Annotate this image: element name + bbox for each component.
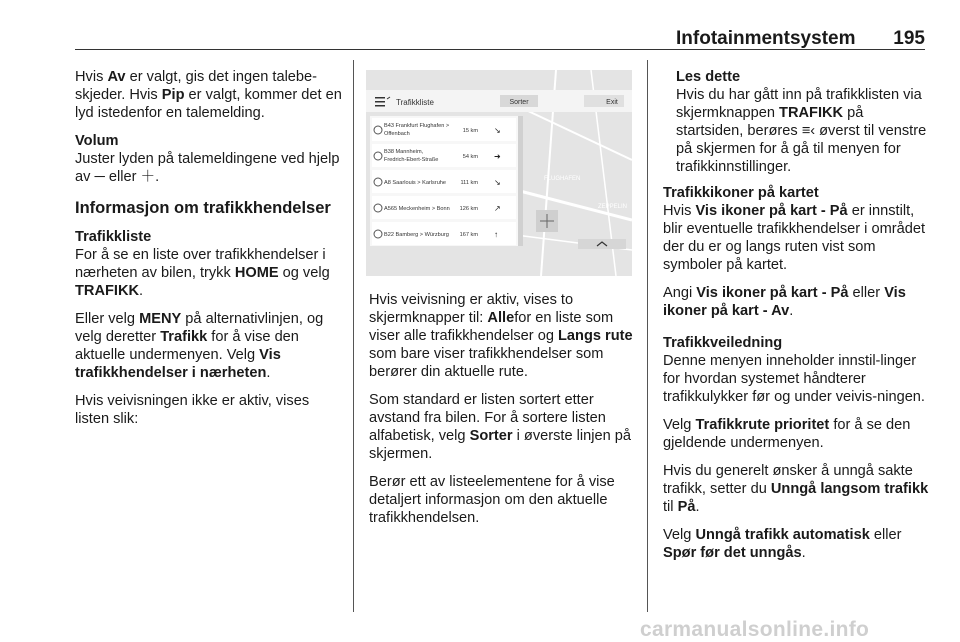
direction-arrow-icon: ➜: [494, 152, 501, 161]
angi-paragraph: Angi Vis ikoner på kart - På eller Vis ikoner på kart - Av.: [663, 285, 906, 319]
chapter-title: Infotainmentsystem: [676, 28, 856, 49]
traffic-item[interactable]: [372, 170, 516, 193]
berør-paragraph: Berør ett av listeelementene for å vise detaljert informasjon om den aktuelle trafikkhendelsen.: [369, 474, 615, 526]
header-rule: [75, 49, 925, 50]
exit-button: [584, 95, 624, 107]
map-label-flughafen: FLUGHAFEN: [544, 176, 581, 182]
page-number: 195: [893, 28, 925, 49]
traffic-item-label: B38 Mannheim,: [384, 149, 424, 155]
traffic-items: [372, 118, 516, 245]
bold-term: TRAFIKK: [75, 283, 140, 299]
bold-term: MENY: [139, 311, 182, 327]
traffic-item-label: A565 Meckenheim > Bonn: [384, 206, 450, 212]
warning-icon: [374, 178, 382, 186]
bold-term: Trafikkrute prioritet: [695, 417, 830, 433]
traffic-item-distance: 111 km: [460, 180, 478, 186]
traffic-item-label: Offenbach: [384, 131, 410, 137]
veiledning-paragraph: Denne menyen inneholder innstil-linger for hvordan systemet håndterer trafikkulykker før og under veivis-ningen.: [663, 353, 925, 405]
warning-icon: [374, 230, 382, 238]
ikke-aktiv-paragraph: Hvis veivisningen ikke er aktiv, vises listen slik:: [75, 393, 310, 427]
list-scrollbar: [518, 116, 523, 246]
trafikkliste-heading: Trafikkliste: [75, 229, 152, 245]
map-label-zeppelin: ZEPPELIN: [598, 204, 628, 210]
warning-icon: [374, 204, 382, 212]
note-heading: Les dette: [676, 69, 741, 85]
warning-icon: [374, 126, 382, 134]
exit-button-label: Exit: [606, 99, 618, 106]
direction-arrow-icon: ↗: [494, 204, 501, 213]
aktiv-paragraph: Hvis veivisning er aktiv, vises to skjermknapper til: Allefor en liste som viser alle trafikkhendelser og Langs rute som bare viser trafikkhendelser som berører din aktuelle rute.: [369, 292, 633, 380]
collapse-button: [578, 239, 626, 249]
volum-heading: Volum: [75, 133, 119, 149]
bold-term: Unngå trafikk automatisk: [695, 527, 870, 543]
traffic-item-label: B43 Frankfurt Flughafen >: [384, 123, 450, 129]
column-1: [75, 68, 343, 438]
direction-arrow-icon: ↑: [494, 230, 498, 239]
trafikkliste-block: [75, 228, 343, 300]
trafikkliste-paragraph: For å se en liste over trafikkhendelser i nærheten av bilen, trykk HOME og velg TRAFIKK.: [75, 247, 330, 299]
screen-title: Trafikkliste: [396, 98, 434, 107]
traffic-item[interactable]: [372, 196, 516, 219]
bold-term: Vis trafikkhendelser i nærheten: [75, 347, 281, 381]
bold-term: Langs rute: [558, 328, 633, 344]
bold-term: TRAFIKK: [779, 105, 844, 121]
bold-term: Pip: [161, 87, 185, 103]
direction-arrow-icon: ↘: [494, 178, 501, 187]
warning-icon: [374, 152, 382, 160]
bold-term: Av: [107, 69, 126, 85]
traffic-item[interactable]: [372, 144, 516, 167]
volum-text: Juster lyden på talemeldingene ved hjelp av ─ eller ＋.: [75, 151, 340, 185]
traffic-item-distance: 126 km: [459, 206, 478, 212]
traffic-item-distance: 167 km: [459, 232, 478, 238]
note-block: [663, 68, 931, 176]
traffic-list-screenshot: [366, 70, 632, 276]
veiledning-block: [663, 334, 931, 406]
bold-term: Sorter: [469, 428, 513, 444]
note-paragraph: Hvis du har gått inn på trafikklisten via skjermknappen TRAFIKK på startsiden, berøres ≡‹ øverst til venstre på skjermen for å gå til menyen for trafikkinnstillinger.: [676, 87, 927, 175]
bold-term: HOME: [234, 265, 279, 281]
sort-button-label: Sorter: [509, 99, 529, 106]
section-heading: Informasjon om trafikkhendelser: [75, 199, 331, 217]
intro-paragraph: Hvis Av er valgt, gis det ingen talebe-skjeder. Hvis Pip er valgt, kommer det en lyd istedenfor en talemelding.: [75, 69, 342, 121]
veiledning-heading: Trafikkveiledning: [663, 335, 783, 351]
bold-term: Vis ikoner på kart - På: [695, 203, 848, 219]
traffic-item-distance: 54 km: [462, 154, 478, 160]
ikoner-paragraph: Hvis Vis ikoner på kart - På er innstilt, blir eventuelle trafikkhendelser i området der du er og langs ruten vist som symboler på kartet.: [663, 203, 926, 273]
traffic-item[interactable]: [372, 118, 516, 141]
unnga-paragraph-1: Hvis du generelt ønsker å unngå sakte trafikk, setter du Unngå langsom trafikk til På.: [663, 463, 929, 515]
column-3: [663, 68, 931, 572]
bold-term: Unngå langsom trafikk: [770, 481, 929, 497]
traffic-item[interactable]: [372, 222, 516, 245]
column-2: [369, 291, 633, 537]
traffic-item-distance: 15 km: [462, 128, 478, 134]
meny-paragraph: Eller velg MENY på alternativlinjen, og velg deretter Trafikk for å vise den aktuelle undermenyen. Velg Vis trafikkhendelser i nærheten.: [75, 311, 324, 381]
column-divider-2: [647, 60, 648, 612]
traffic-item-label: Fredrich-Ebert-Straße: [384, 157, 439, 163]
unnga-paragraph-2: Velg Unngå trafikk automatisk eller Spør før det unngås.: [663, 527, 902, 561]
bold-term: Vis ikoner på kart - Av: [663, 285, 906, 319]
watermark: carmanualsonline.info: [640, 618, 870, 641]
bold-term: På: [677, 499, 696, 515]
bold-term: Vis ikoner på kart - På: [696, 285, 849, 301]
volum-block: [75, 132, 343, 186]
bold-term: Spør før det unngås: [663, 545, 802, 561]
column-divider-1: [353, 60, 354, 612]
traffic-item-label: B22 Bamberg > Würzburg: [384, 232, 449, 238]
ikoner-heading: Trafikkikoner på kartet: [663, 185, 819, 201]
bold-term: Trafikk: [160, 329, 208, 345]
direction-arrow-icon: ↘: [494, 126, 501, 135]
sortert-paragraph: Som standard er listen sortert etter avstand fra bilen. For å sortere listen alfabetisk, velg Sorter i øverste linjen på skjermen.: [369, 392, 632, 462]
traffic-item-label: A8 Saarlouis > Karlsruhe: [384, 180, 447, 186]
velg-paragraph: Velg Trafikkrute prioritet for å se den gjeldende undermenyen.: [663, 417, 911, 451]
bold-term: Alle: [487, 310, 515, 326]
